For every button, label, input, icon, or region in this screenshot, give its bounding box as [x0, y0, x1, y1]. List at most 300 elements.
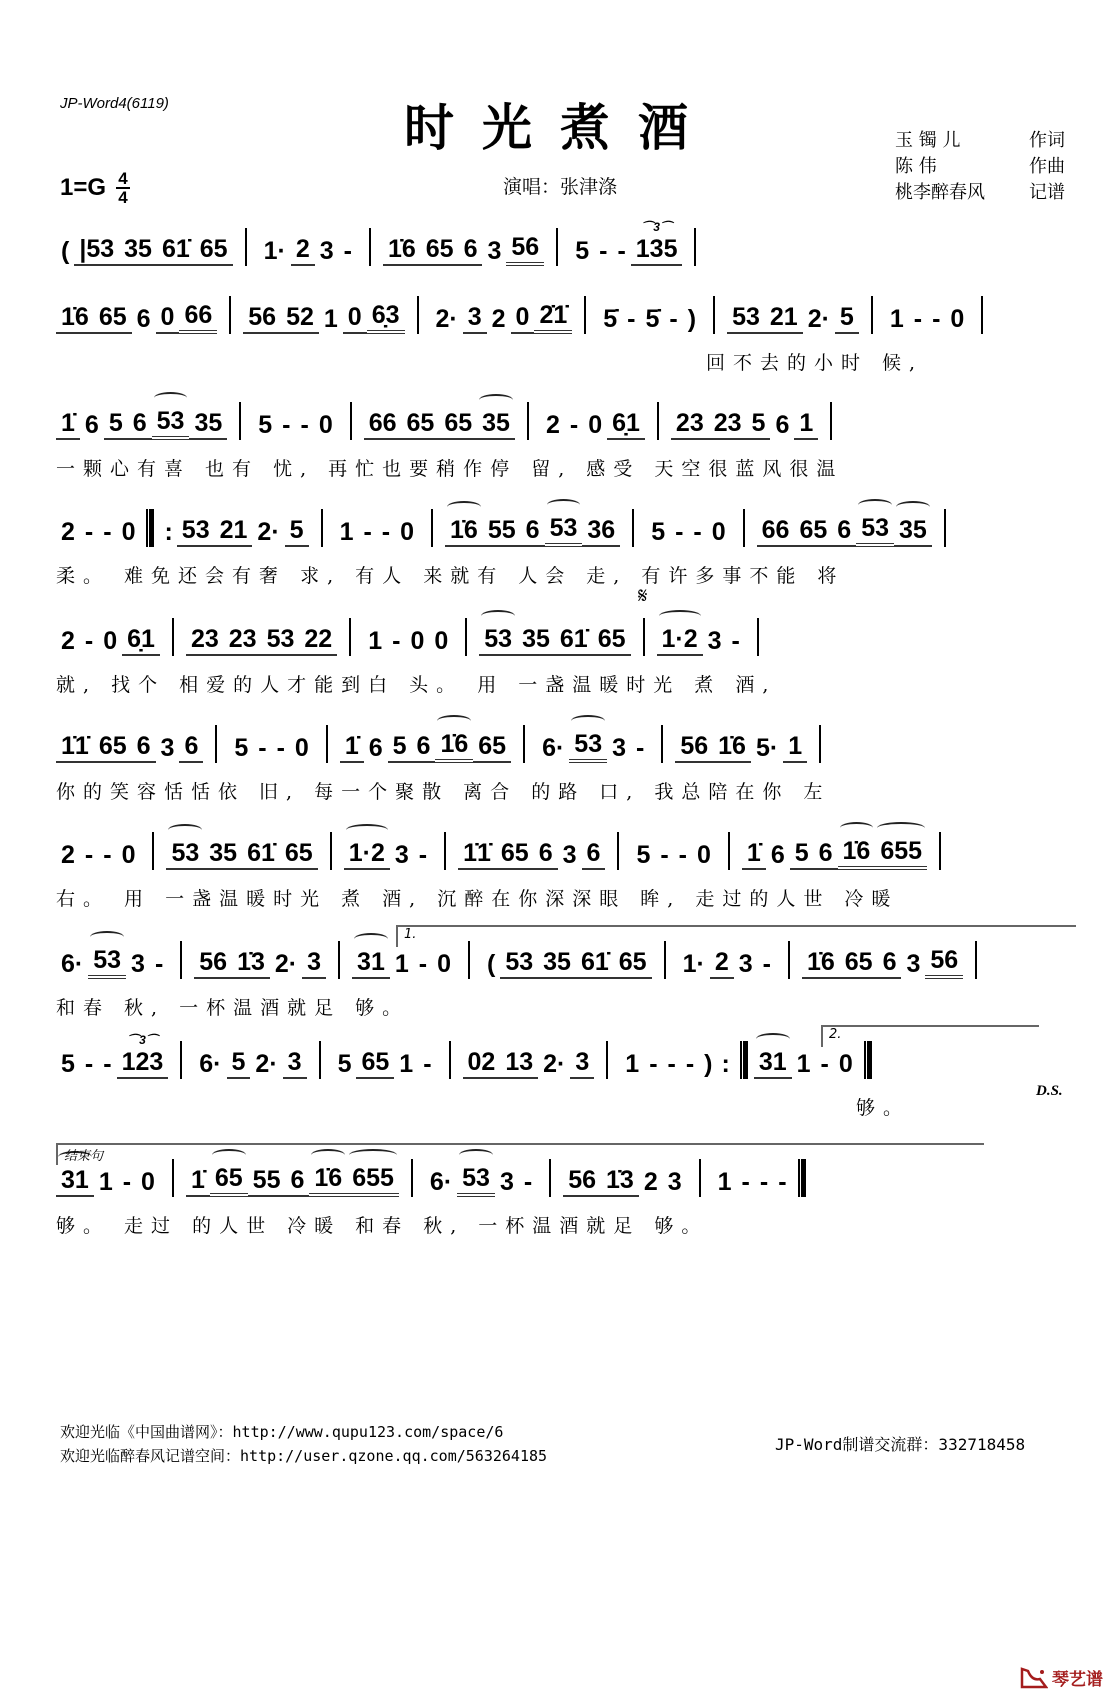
note-group: - [381, 518, 391, 546]
note-group: 0 [400, 518, 415, 546]
barline [661, 725, 663, 763]
notation-row [56, 826, 1068, 870]
note-group: - [392, 627, 401, 655]
score-system [56, 1027, 1068, 1123]
note-group: 65 [794, 515, 832, 547]
notation-row [56, 719, 1068, 763]
score-system [56, 290, 1068, 378]
note-group: 35 [189, 408, 227, 440]
lyrics-line: 一颗心有喜 也有 忧, 再忙也要稍作停 留, 感受 天空很蓝风很温 [56, 458, 844, 480]
note-group: 1 [794, 408, 818, 440]
note-group: 1· [682, 950, 705, 978]
note-group: 65 [421, 234, 459, 266]
barline [713, 296, 715, 334]
notation-row [56, 222, 1068, 266]
note-group: 0 [121, 518, 136, 546]
note-group: - [636, 734, 645, 762]
note-group: 3 [570, 1047, 594, 1079]
note-group: - [84, 841, 94, 869]
note-group: 53 [152, 406, 190, 440]
note-group: 6 [179, 731, 203, 763]
note-group: 5̇ [603, 305, 618, 333]
note-group: 6̣1 [607, 408, 645, 440]
note-group: 53 [500, 947, 538, 979]
note-group: 0 [950, 305, 965, 333]
lyrics-line: 右。 用 一盏温暖时光 煮 酒, 沉醉在你深深眼 眸, 走过的人世 冷暖 [56, 888, 899, 910]
note-group: 5 [575, 237, 590, 265]
note-group: 66 [364, 408, 402, 440]
barline [819, 725, 821, 763]
note-group: 1̇6 [802, 947, 840, 979]
note-group: 31 [754, 1047, 792, 1079]
score-system [56, 719, 1068, 807]
barline [728, 832, 730, 870]
note-group: 0 [711, 518, 726, 546]
note-group: 3 [667, 1168, 682, 1196]
note-group: 5 [835, 302, 859, 334]
lyrics-line: 和春 秋, 一杯温酒就足 够。 [56, 997, 410, 1019]
note-group: 6· [199, 1050, 222, 1078]
note-group: 2 [643, 1168, 658, 1196]
note-group: 65 [473, 731, 511, 763]
score-system [56, 927, 1068, 1023]
note-group: - [258, 734, 267, 762]
note-group: 65 [94, 731, 132, 763]
note-group: 65 [356, 1047, 394, 1079]
software-version: JP-Word4(6119) [60, 95, 169, 112]
note-group: 1̇ [340, 731, 364, 763]
note-group: 6 [84, 411, 99, 439]
barline [632, 509, 634, 547]
note-group: - [762, 950, 771, 978]
note-group: 5 [104, 408, 128, 440]
note-group: 1̇1̇ [458, 838, 496, 870]
note-group: 2· [435, 305, 458, 333]
note-group: ⌒3⌒ 123 [117, 1047, 169, 1079]
note-group: 6 [534, 838, 558, 870]
note-group: 1 [98, 1168, 113, 1196]
note-group: - [660, 841, 669, 869]
note-group: 1̇ [742, 838, 766, 870]
key-label: 1=G [60, 174, 107, 201]
note-group: 2 [291, 234, 315, 266]
barline [643, 618, 645, 656]
score-system [56, 1149, 1068, 1241]
lyrics-line: 够。 [856, 1097, 911, 1119]
note-group: 21 [765, 302, 803, 334]
barline [944, 509, 946, 547]
barline [444, 832, 446, 870]
note-group: - [778, 1168, 787, 1196]
barline [657, 402, 659, 440]
barline [527, 402, 529, 440]
note-group: 5 [337, 1050, 352, 1078]
footer-link-qzone[interactable]: 欢迎光临醉春风记谱空间：http://user.qzone.qq.com/563264185 [60, 1447, 548, 1465]
note-group: 0 [410, 627, 425, 655]
note-group: 1̇ [186, 1165, 210, 1197]
note-group: 1̇6 [445, 515, 483, 547]
note-group: 1 [339, 518, 354, 546]
note-group: - [932, 305, 941, 333]
barline [449, 1041, 451, 1079]
note-group: 53 [727, 302, 765, 334]
note-group: 65 [195, 234, 233, 266]
barline [326, 725, 328, 763]
note-group: - [617, 237, 626, 265]
note-group: 3 [131, 950, 145, 978]
note-group: - [154, 950, 164, 978]
note-group: - [685, 1050, 695, 1078]
barline [215, 725, 217, 763]
credit-lyricist: 玉 镯 儿 作词 [895, 130, 1065, 151]
notation-row [56, 290, 1068, 334]
note-group: 0 [121, 841, 136, 869]
note-group: 1 [399, 1050, 414, 1078]
note-group: |53 [74, 234, 119, 266]
note-group: - [669, 305, 678, 333]
barline [431, 509, 433, 547]
note-group: 3 [302, 947, 326, 979]
note-group: 6 [770, 841, 785, 869]
note-group: 6· [542, 734, 565, 762]
note-group: 35 [517, 624, 555, 656]
barline [757, 618, 759, 656]
note-group: 65 [840, 947, 878, 979]
note-group: 02 [463, 1047, 501, 1079]
note-group: 65 [593, 624, 631, 656]
note-group: 0 [838, 1050, 853, 1078]
note-group: - [678, 841, 687, 869]
barline [465, 618, 467, 656]
note-group: 5 [636, 841, 651, 869]
note-group: ⌒3⌒ 135 [631, 234, 683, 266]
note-group: 65 [210, 1163, 248, 1197]
note-group: 2· [255, 1050, 278, 1078]
note-group: 56 [194, 947, 232, 979]
note-group: 3 [562, 841, 577, 869]
note-group: - [84, 518, 94, 546]
note-group: - [569, 411, 579, 439]
note-group: 6̣3 [367, 300, 405, 334]
note-group: - [599, 237, 608, 265]
barline [180, 941, 182, 979]
note-group: 1 [796, 1050, 811, 1078]
note-group: 3 [463, 302, 487, 334]
barline [369, 228, 371, 266]
note-group: 0 [343, 302, 367, 334]
note-group: 3 [394, 841, 409, 869]
watermark-logo [1020, 1665, 1103, 1690]
double-barline [146, 509, 154, 547]
barline [152, 832, 154, 870]
note-group: 6 [832, 515, 856, 547]
note-group: 1̇6 [383, 234, 421, 266]
note-group: - [363, 518, 372, 546]
note-group: 5 [61, 1050, 75, 1078]
note-group: 65 [280, 838, 318, 870]
note-group: 23 [709, 408, 747, 440]
note-group: - [300, 411, 309, 439]
note-group: - [820, 1050, 829, 1078]
note-group: - [627, 305, 636, 333]
note-group: - [423, 1050, 432, 1078]
note-group: 2· [257, 518, 280, 546]
barline [617, 832, 619, 870]
note-group: 3 [612, 734, 627, 762]
note-group: 3 [283, 1047, 307, 1079]
note-group: 1 [368, 627, 383, 655]
note-group: 1 [394, 950, 409, 978]
note-group: 61̇ [157, 234, 195, 266]
note-group: - [667, 1050, 676, 1078]
volta-bracket: 结束句 [56, 1143, 984, 1165]
note-group: ) [704, 1050, 713, 1078]
note-group: 6 [521, 515, 545, 547]
note-group: 1̇6 [56, 302, 94, 334]
notation-row: 2 - - 0 : 53 21 2· 5 1 - - 0 1̇6 55 6 53 36 5 - - 0 66 65 6 53 35 [56, 503, 1068, 547]
note-group: 0 [156, 302, 180, 334]
watermark-text: 琴艺谱 [1052, 1670, 1103, 1690]
note-group: 61̇ [242, 838, 280, 870]
note-group: 2· [274, 950, 298, 978]
note-group: 1̇3 [232, 947, 270, 979]
barline [584, 296, 586, 334]
note-group: 53 [166, 838, 204, 870]
footer-links [60, 1420, 547, 1468]
note-group: 53 [479, 624, 517, 656]
note-group: 35 [204, 838, 242, 870]
note-group: - [675, 518, 684, 546]
barline [319, 1041, 321, 1079]
note-group: - [282, 411, 291, 439]
note-group: 1̇ [56, 408, 80, 440]
song-title: 时光煮酒 [404, 98, 716, 157]
double-barline [740, 1041, 748, 1079]
note-group: 53 [88, 945, 126, 979]
notation-row [56, 612, 1068, 656]
barline [321, 509, 323, 547]
note-group: 2 [545, 411, 560, 439]
note-group: 2 [710, 947, 734, 979]
note-group: 1̇6 [838, 836, 876, 870]
note-group: - [418, 950, 428, 978]
barline [694, 228, 696, 266]
note-group: 35 [538, 947, 576, 979]
note-group: 56 [925, 945, 963, 979]
note-group: - [913, 305, 923, 333]
note-group: 6 [878, 947, 902, 979]
note-group: 6 [285, 1165, 309, 1197]
note-group: 21 [215, 515, 253, 547]
note-group: 13 [500, 1047, 538, 1079]
barline [830, 402, 832, 440]
note-group: - [122, 1168, 132, 1196]
note-group: 53 [177, 515, 215, 547]
note-group: 5 [388, 731, 412, 763]
note-group: 655 [875, 836, 927, 870]
note-group: - [649, 1050, 658, 1078]
footer-link-qupu[interactable]: 欢迎光临《中国曲谱网》：http://www.qupu123.com/space/6 [60, 1423, 504, 1441]
note-group: 1 [889, 305, 904, 333]
note-group: 2· [543, 1050, 566, 1078]
note-group: 6 [368, 734, 383, 762]
note-group: 3 [160, 734, 175, 762]
note-group: 0 [511, 302, 535, 334]
note-group: 65 [402, 408, 440, 440]
score-system [56, 584, 1068, 700]
barline [338, 941, 340, 979]
note-group: 6 [136, 305, 151, 333]
note-group: 31 [352, 947, 390, 979]
note-group: 6 [459, 234, 483, 266]
note-group: - [731, 627, 740, 655]
segno-icon: 𝄋 [638, 584, 648, 609]
note-group: 3 [906, 950, 921, 978]
note-group: 1̇6 [713, 731, 751, 763]
note-group: 3 [499, 1168, 514, 1196]
note-group: ( [487, 950, 496, 978]
note-group: 0 [437, 950, 451, 978]
note-group: 5· [755, 734, 779, 762]
footer-group: JP-Word制谱交流群：332718458 [775, 1435, 1026, 1454]
credits [895, 128, 1065, 206]
note-group: 6 [128, 408, 152, 440]
note-group: 23 [671, 408, 709, 440]
notation-row [56, 396, 1068, 440]
note-group: 0 [294, 734, 309, 762]
note-group: 1̇3 [601, 1165, 639, 1197]
credit-composer: 陈 伟 作曲 [895, 156, 1065, 177]
barline [245, 228, 247, 266]
note-group: - [523, 1168, 533, 1196]
volta-bracket: 2. [821, 1025, 1039, 1047]
note-group: ) [687, 305, 697, 333]
note-group: 2 [61, 627, 75, 655]
time-sig-bottom: 4 [118, 188, 128, 207]
note-group: 1̇6 [309, 1163, 347, 1197]
note-group: 1 [625, 1050, 640, 1078]
piano-logo-icon [1020, 1667, 1048, 1689]
note-group: 1 [783, 731, 807, 763]
note-group: 3 [487, 237, 502, 265]
note-group: - [418, 841, 428, 869]
note-group: 0 [318, 411, 333, 439]
score-system [56, 826, 1068, 914]
note-group: 6 [132, 731, 156, 763]
barline [871, 296, 873, 334]
note-group: - [103, 518, 112, 546]
lyrics-line: 你的笑容恬恬依 旧, 每一个聚散 离合 的路 口, 我总陪在你 左 [56, 781, 831, 803]
note-group: 0 [434, 627, 449, 655]
note-group: - [84, 1050, 94, 1078]
note-group: - [84, 627, 94, 655]
note-group: - [693, 518, 702, 546]
barline [556, 228, 558, 266]
note-group: 5 [790, 838, 814, 870]
note-group: 0 [588, 411, 603, 439]
note-group: 5 [234, 734, 249, 762]
note-group: - [103, 1050, 112, 1078]
note-group: 55 [248, 1165, 286, 1197]
note-group: 56 [506, 232, 544, 266]
note-group: 6· [61, 950, 84, 978]
score-system [56, 503, 1068, 591]
note-group: 53 [569, 729, 607, 763]
barline [239, 402, 241, 440]
note-group: - [276, 734, 285, 762]
note-group: 0 [697, 841, 711, 869]
note-group: 66 [757, 515, 795, 547]
singer-credit: 演唱：张津涤 [502, 176, 617, 198]
note-group: 52 [281, 302, 319, 334]
note-group: 6 [582, 838, 606, 870]
note-group: 53 [262, 624, 300, 656]
note-group: 2 [61, 518, 75, 546]
barline [180, 1041, 182, 1079]
note-group: ( [61, 237, 70, 265]
note-group: 2̇1̇ [534, 300, 572, 334]
barline [743, 509, 745, 547]
note-group: 6 [412, 731, 436, 763]
note-group: - [759, 1168, 769, 1196]
note-group: 3 [738, 950, 753, 978]
note-group: 65 [439, 408, 477, 440]
note-group: 6̣1 [122, 624, 160, 656]
note-group: 1·2 [657, 624, 703, 656]
note-group: 55 [483, 515, 521, 547]
barline [606, 1041, 608, 1079]
note-group: 2· [807, 305, 830, 333]
barline [417, 296, 419, 334]
note-group: 655 [347, 1163, 399, 1197]
note-group: 66 [179, 300, 217, 334]
note-group: 1̇1̇ [56, 731, 94, 763]
note-group: 6 [775, 411, 790, 439]
note-group: 23 [186, 624, 224, 656]
note-group: 1̇6 [435, 729, 473, 763]
time-sig-top: 4 [118, 169, 128, 188]
note-group: 56 [563, 1165, 601, 1197]
note-group: 2 [61, 841, 75, 869]
barline [229, 296, 231, 334]
note-group: 23 [224, 624, 262, 656]
note-group: 5 [258, 411, 273, 439]
note-group: 65 [614, 947, 652, 979]
lyrics-line: 够。 走过 的人世 冷暖 和春 秋, 一杯温酒就足 够。 [56, 1215, 709, 1237]
note-group: 6 [814, 838, 838, 870]
note-group: 0 [103, 627, 118, 655]
note-group: 65 [94, 302, 132, 334]
barline [349, 618, 351, 656]
note-group: 35 [894, 515, 932, 547]
note-group: 1·2 [344, 838, 390, 870]
note-group: 3 [707, 627, 722, 655]
note-group: 2 [491, 305, 506, 333]
note-group: 5̇ [645, 305, 660, 333]
dal-segno-mark: D.S. [1036, 1083, 1063, 1099]
volta-bracket: 1. [396, 925, 1076, 947]
note-group: 6· [429, 1168, 453, 1196]
barline [523, 725, 525, 763]
credit-transcriber: 桃李醉春风 记谱 [895, 182, 1065, 203]
note-group: 1 [717, 1168, 732, 1196]
note-group: 5 [651, 518, 666, 546]
note-group: 1 [323, 305, 338, 333]
note-group: 65 [496, 838, 534, 870]
barline [350, 402, 352, 440]
lyrics-line: 柔。 难免还会有奢 求, 有人 来就有 人会 走, 有许多事不能 将 [56, 565, 845, 587]
note-group: 22 [299, 624, 337, 656]
